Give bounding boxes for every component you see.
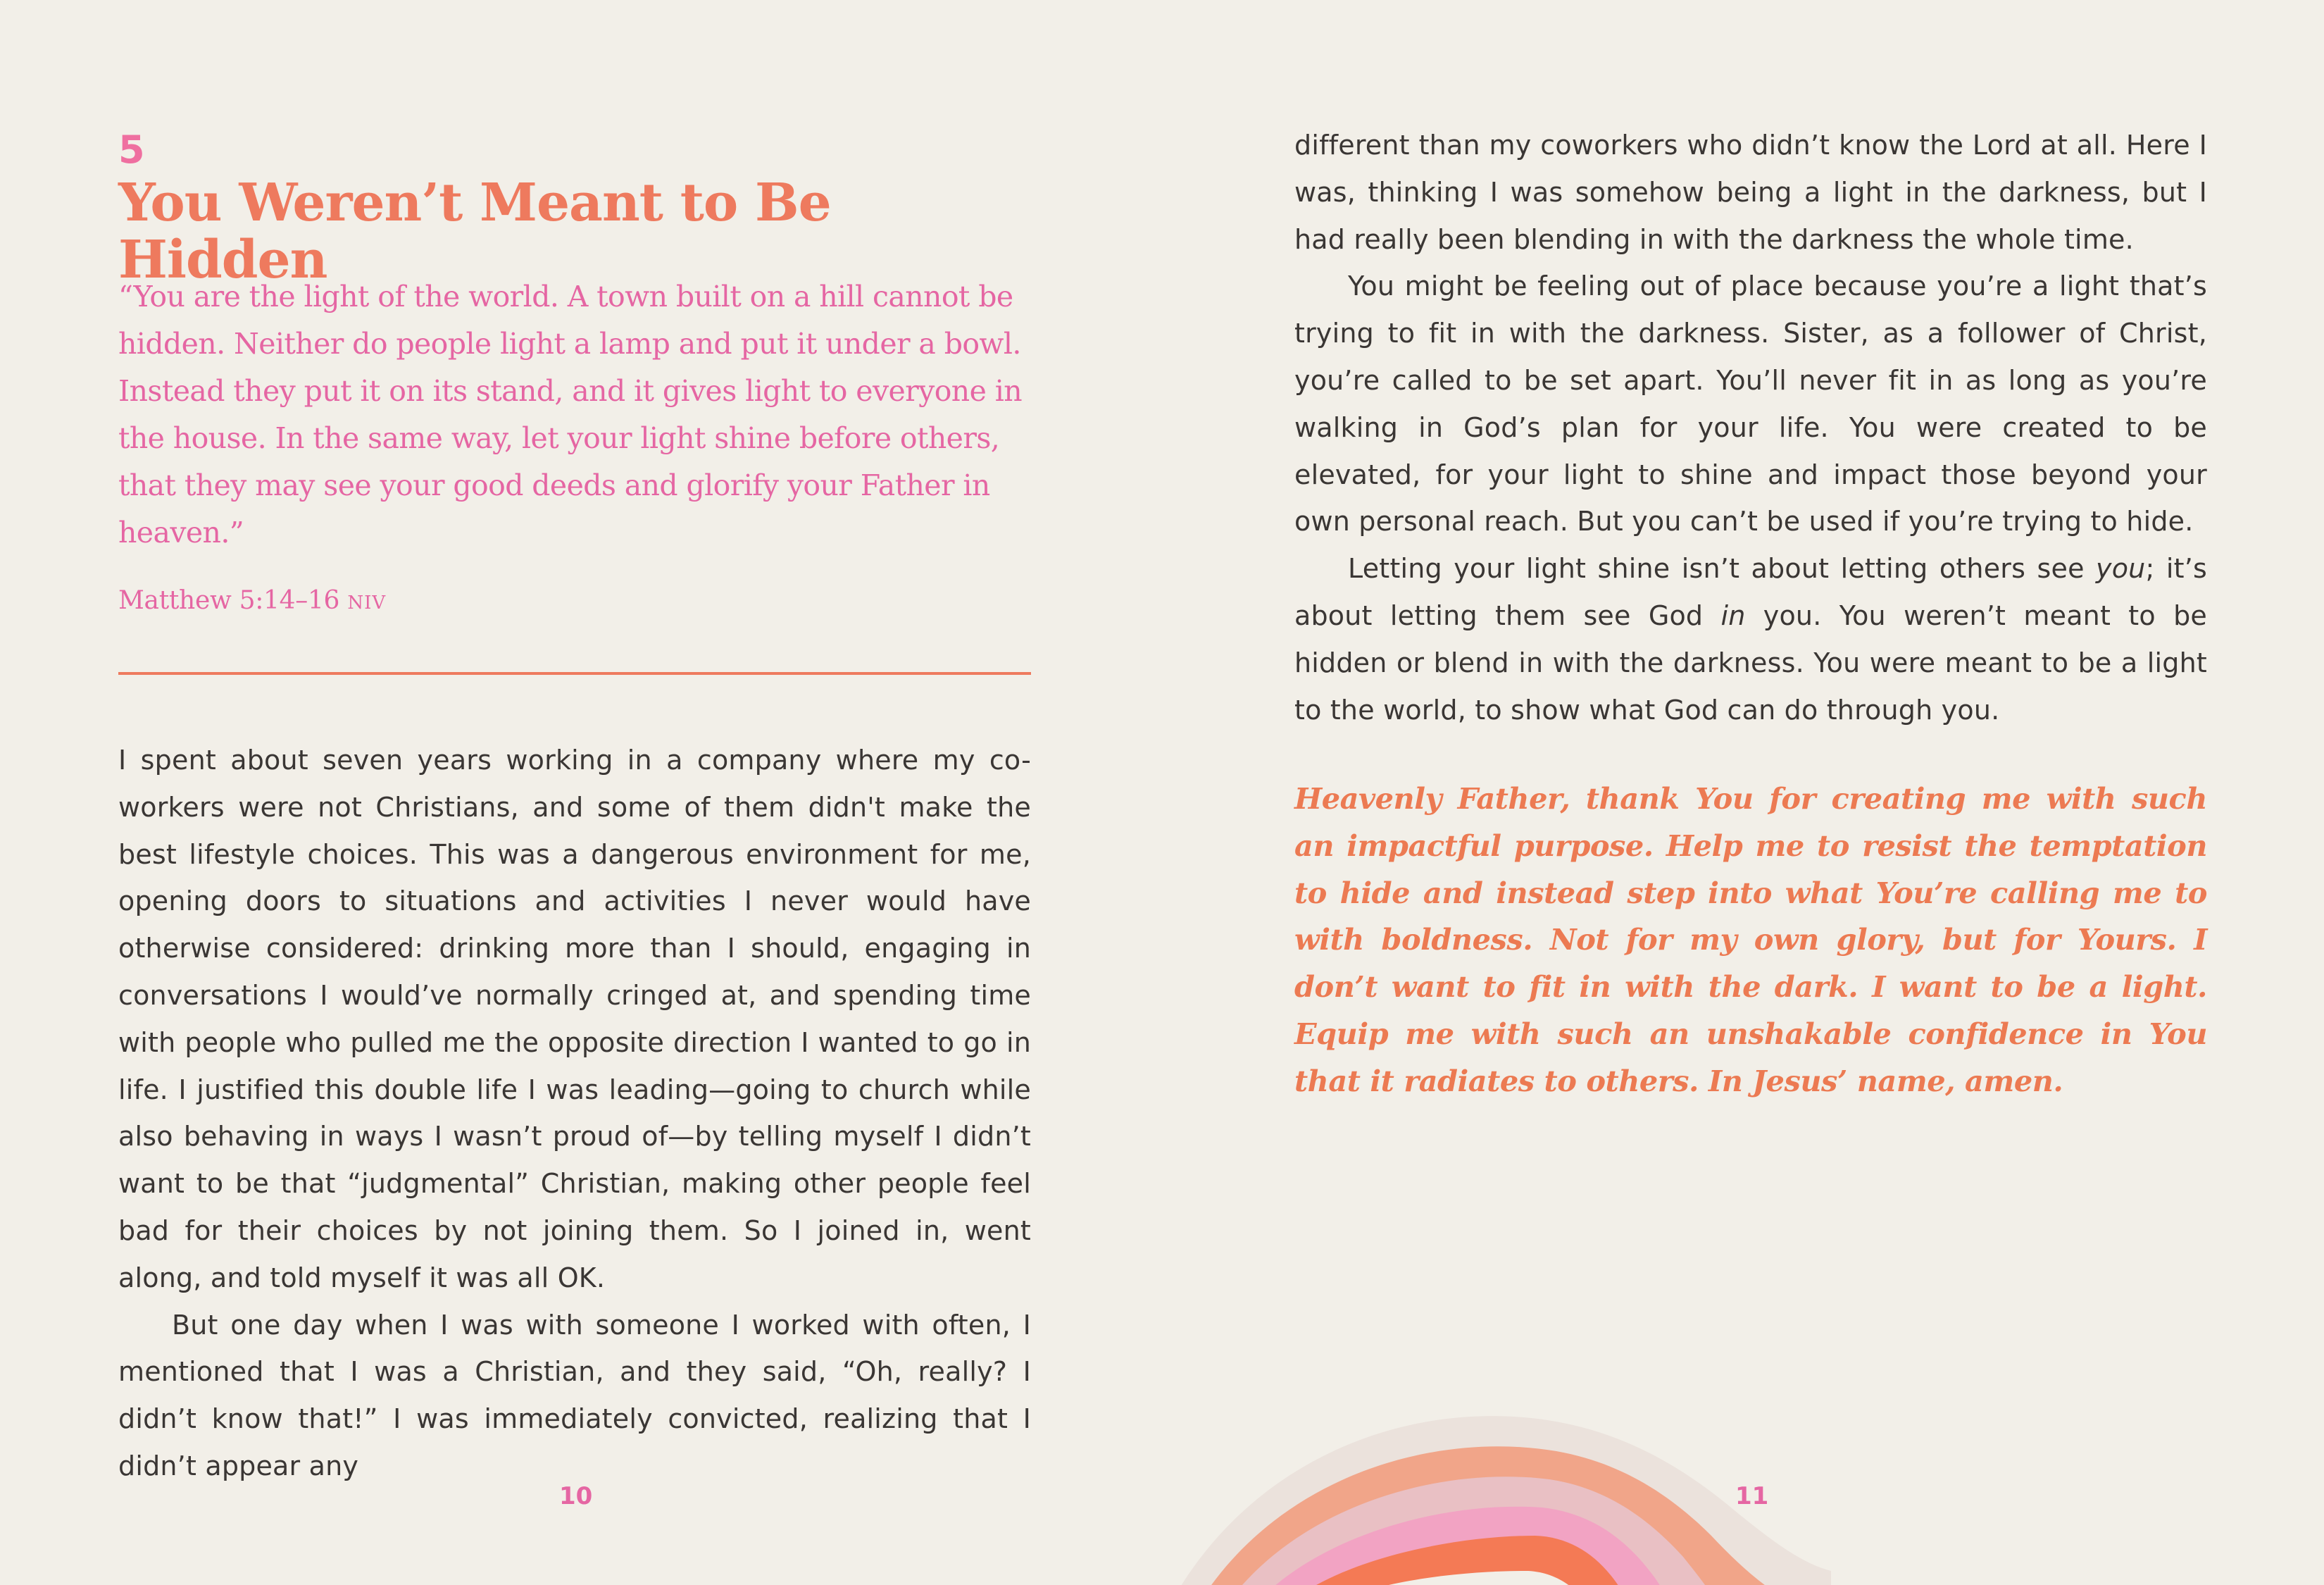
body-paragraph: You might be feeling out of place because you’re a light that’s trying to fit in with the darkness. Sister, as a follower of Christ, you’re called to be set apart. You’ll never fit in as long as you’re walking in God’s plan for your life. You were created to be elevated, for your light to shine and impact those beyond your own personal reach. But you can’t be used if you’re trying to hide.	[1294, 271, 2207, 537]
verse-reference	[118, 586, 386, 615]
emphasis-text: in	[1720, 599, 1746, 631]
paragraph-text: ; it’s about letting them see God	[1294, 553, 2207, 631]
devotion-title: You Weren’t Meant to Be Hidden	[118, 173, 831, 291]
page-number-left: 10	[559, 1482, 593, 1510]
paragraph-text: Letting your light shine isn’t about letting others see	[1348, 553, 2097, 585]
body-paragraph: But one day when I was with someone I worked with often, I mentioned that I was a Christian, and they said, “Oh, really? I didn’t know that!” I was immediately convicted, realizing that I didn’t appear any	[118, 1309, 1031, 1481]
page-number-right: 11	[1735, 1482, 1769, 1510]
body-paragraph: different than my coworkers who didn’t know the Lord at all. Here I was, thinking I was somehow being a light in the darkness, but I had really been blending in with the darkness the whole time.	[1294, 130, 2207, 255]
body-paragraph: I spent about seven years working in a company where my co-workers were not Christians, and some of them didn't make the best lifestyle choices. This was a dangerous environment for me, opening doors to situations and activities I never would have otherwise considered: drinking more than I should, engaging in conversations I would’ve normally cringed at, and spending time with people who pulled me the opposite direction I wanted to go in life. I justified this double life I was leading—going to church while also behaving in ways I wasn’t proud of—by telling myself I didn’t want to be that “judgmental” Christian, making other people feel bad for their choices by not joining them. So I joined in, went along, and told myself it was all OK.	[118, 745, 1031, 1293]
rainbow-decoration	[1127, 1395, 1831, 1585]
emphasis-text: you	[2096, 553, 2146, 585]
body-paragraph	[1294, 545, 2207, 733]
right-page	[1162, 0, 2324, 1585]
verse-reference-text: Matthew 5:14–16	[118, 586, 340, 615]
verse-translation: NIV	[347, 592, 387, 614]
right-body-text	[1294, 122, 2207, 733]
scripture-verse: “You are the light of the world. A town built on a hill cannot be hidden. Neither do people light a lamp and put it under a bowl. Instead they put it on its stand, and it gives light to everyone in the house. In the same way, let your light shine before others, that they may see your good deeds and glorify your Father in heaven.”	[118, 280, 1023, 549]
section-divider	[118, 672, 1031, 675]
left-body-text	[118, 737, 1031, 1490]
paragraph-text: you. You weren’t meant to be hidden or blend in with the darkness. You were meant to be a light to the world, to show what God can do through you.	[1294, 599, 2207, 726]
prayer-text: Heavenly Father, thank You for creating me with such an impactful purpose. Help me to resist the temptation to hide and instead step into what You’re calling me to with boldness. Not for my own glory, but for Yours. I don’t want to fit in with the dark. I want to be a light. Equip me with such an unshakable confidence in You that it radiates to others. In Jesus’ name, amen.	[1294, 781, 2207, 1098]
day-number: 5	[118, 128, 145, 172]
